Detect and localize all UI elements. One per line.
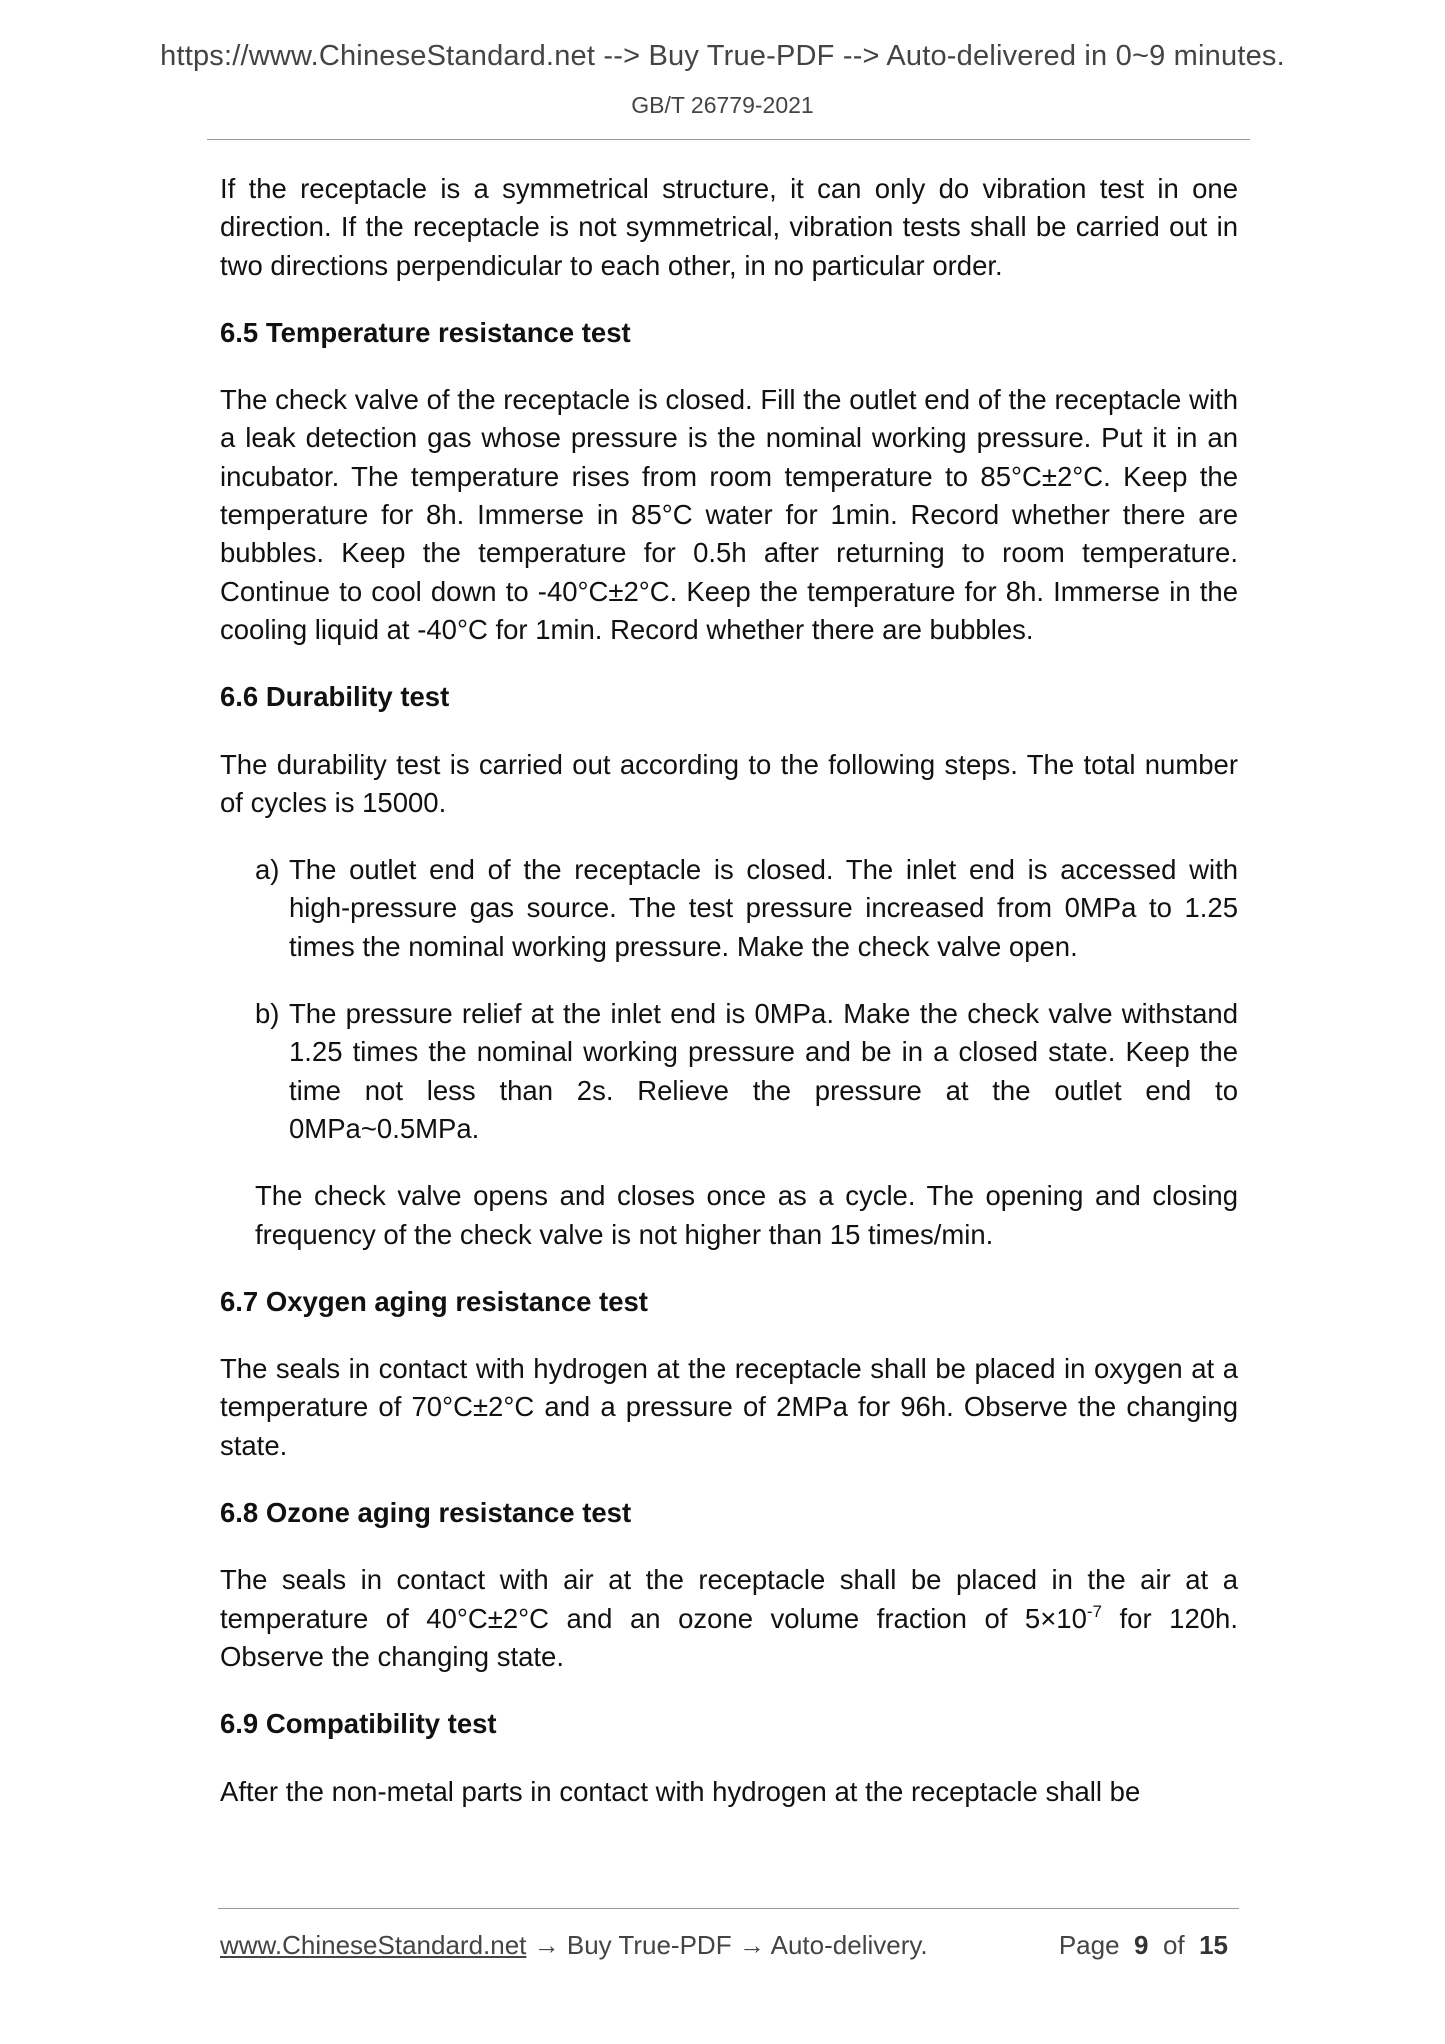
cycle-note: The check valve opens and closes once as a cycle. The opening and closing frequency of the check valve is not higher than 15 times/min. <box>255 1180 1238 1250</box>
list-item-b <box>255 995 1238 1148</box>
section-heading-6-5: 6.5 Temperature resistance test <box>220 316 631 348</box>
ozone-text-part1: The seals in contact with air at the receptacle shall be placed in the air at a temperature of 40°C±2°C and an ozone volume fraction of 5×10 <box>220 1564 1238 1634</box>
footer-divider <box>218 1908 1239 1909</box>
list-item-a <box>255 851 1238 966</box>
section-6-5-paragraph: The check valve of the receptacle is closed. Fill the outlet end of the receptacle with a leak detection gas whose pressure is the nominal working pressure. Put it in an incubator. The temperature rises from room temperature to 85°C±2°C. Keep the temperature for 8h. Immerse in 85°C water for 1min. Record whether there are bubbles. Keep the temperature for 0.5h after returning to room temperature. Continue to cool down to -40°C±2°C. Keep the temperature for 8h. Immerse in the cooling liquid at -40°C for 1min. Record whether there are bubbles. <box>220 384 1238 645</box>
ozone-exponent: -7 <box>1086 1601 1102 1621</box>
ozone-text-part2: for 120h. Observe the changing state. <box>220 1602 1238 1672</box>
document-body <box>220 170 1238 1811</box>
footer-links <box>220 1930 928 1961</box>
header-divider <box>207 139 1250 140</box>
list-marker-a: a) <box>255 854 280 886</box>
list-text-a: The outlet end of the receptacle is closed. The inlet end is accessed with high-pressure gas source. The test pressure increased from 0MPa to 1.25 times the nominal working pressure. Make the check valve open. <box>289 854 1238 962</box>
standard-code: GB/T 26779-2021 <box>631 92 814 118</box>
arrow-right-icon: → <box>533 1930 560 1960</box>
of-label: of <box>1162 1930 1185 1960</box>
section-6-8-paragraph <box>220 1561 1238 1676</box>
page-footer <box>220 1930 1240 1970</box>
section-heading-6-8: 6.8 Ozone aging resistance test <box>220 1497 632 1529</box>
section-6-9-paragraph: After the non-metal parts in contact with hydrogen at the receptacle shall be <box>220 1775 1141 1807</box>
section-6-6-paragraph: The durability test is carried out according to the following steps. The total number of cycles is 15000. <box>220 748 1238 818</box>
list-marker-b: b) <box>255 998 280 1030</box>
page-label: Page <box>1058 1930 1120 1960</box>
page-indicator <box>1059 1930 1228 1961</box>
section-heading-6-7: 6.7 Oxygen aging resistance test <box>220 1285 648 1317</box>
header-banner: https://www.ChineseStandard.net --> Buy True-PDF --> Auto-delivered in 0~9 minutes. <box>160 40 1285 72</box>
page-total: 15 <box>1199 1930 1228 1960</box>
page-number: 9 <box>1134 1930 1149 1960</box>
site-link[interactable]: www.ChineseStandard.net <box>220 1930 527 1960</box>
buy-pdf-text: Buy True-PDF <box>566 1930 732 1960</box>
list-text-b: The pressure relief at the inlet end is 0MPa. Make the check valve withstand 1.25 times the nominal working pressure and be in a closed state. Keep the time not less than 2s. Relieve the pressure at the outlet end to 0MPa~0.5MPa. <box>289 998 1238 1144</box>
section-heading-6-6: 6.6 Durability test <box>220 681 450 713</box>
arrow-right-icon: → <box>738 1930 765 1960</box>
section-heading-6-9: 6.9 Compatibility test <box>220 1708 497 1740</box>
section-6-7-paragraph: The seals in contact with hydrogen at the receptacle shall be placed in oxygen at a temperature of 70°C±2°C and a pressure of 2MPa for 96h. Observe the changing state. <box>220 1353 1238 1461</box>
delivery-text: Auto-delivery. <box>770 1930 928 1960</box>
intro-paragraph: If the receptacle is a symmetrical structure, it can only do vibration test in one direction. If the receptacle is not symmetrical, vibration tests shall be carried out in two directions perpendicular to each other, in no particular order. <box>220 173 1238 281</box>
